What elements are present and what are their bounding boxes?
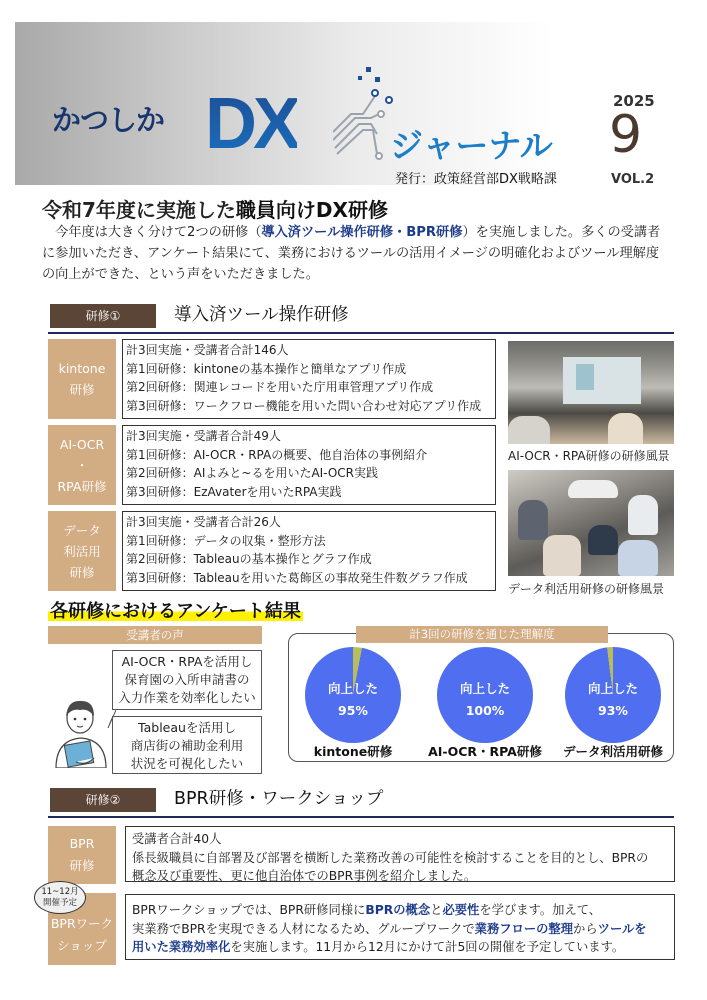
detail-line: 計3回実施・受講者合計146人	[126, 343, 289, 357]
section-tag: 研修①	[50, 304, 156, 328]
text: 実業務でBPRを実現できる人材になるため、グループワークで	[132, 921, 475, 936]
detail-line: 第1回研修：AI-OCR・RPAの概要、他自治体の事例紹介	[126, 447, 428, 462]
schedule-badge	[34, 881, 86, 914]
highlight: 必要性	[442, 903, 480, 917]
person-shape	[518, 500, 548, 540]
pie-label: データ利活用研修	[562, 744, 663, 759]
bubble-line: 入力作業を効率化したい	[118, 690, 256, 705]
person-shape	[508, 416, 550, 444]
logo-journal: ジャーナル	[390, 126, 553, 165]
projector-screen	[563, 357, 641, 404]
bubble-line: 商店街の補助金利用	[130, 738, 244, 753]
pie-center-value: 95%	[338, 703, 368, 718]
badge-line: 開催予定	[42, 898, 77, 908]
desk-shape	[568, 480, 618, 498]
text: BPRワークショップでは、BPR研修同様に	[132, 903, 366, 917]
photo-aiocr-training	[508, 341, 674, 444]
highlight: 用いた業務効率化	[132, 940, 231, 954]
bpr-label	[48, 826, 116, 884]
title-part2: 職員向けDX研修	[235, 198, 388, 222]
text: から	[573, 921, 598, 936]
label-line: kintone	[58, 361, 106, 376]
bubble-line: AI-OCR・RPAを活用し	[121, 654, 253, 669]
workshop-detail	[125, 894, 675, 960]
speech-bubble	[112, 650, 262, 710]
training-detail-aiocr	[122, 425, 496, 505]
issue-number: 9	[609, 105, 643, 165]
detail-line: 第2回研修：Tableauの基本操作とグラフ作成	[126, 552, 372, 566]
title-part1: 令和7年度に実施した	[42, 198, 236, 222]
pie-center-text	[565, 678, 661, 722]
intro-text: ）を実施しました。多くの受講者に参加いただき、アンケート結果にて、業務におけるツールの活用イメージの明確化およびツール理解度の向上ができた、という声をいただきました。	[42, 225, 661, 282]
photo-caption: データ利活用研修の研修風景	[508, 582, 665, 596]
detail-line: 第3回研修：Tableauを用いた葛飾区の事故発生件数グラフ作成	[126, 570, 468, 585]
badge-line: 11~12月	[41, 887, 79, 897]
label-line: RPA研修	[57, 478, 107, 494]
detail-line: 第3回研修：EzAvaterを用いたRPA実践	[126, 484, 342, 499]
text: を学びます。加えて、	[479, 903, 602, 917]
section1-header	[48, 296, 674, 334]
intro-text: 今年度は大きく分けて2つの研修（	[42, 225, 262, 240]
training-label-data	[48, 511, 116, 591]
detail-line: 第1回研修：データの収集・整形方法	[126, 533, 326, 548]
detail-line: 第3回研修：ワークフロー機能を用いた問い合わせ対応アプリ作成	[126, 398, 482, 413]
label-line: 利活用	[63, 543, 101, 559]
section-tag: 研修②	[50, 788, 156, 812]
highlight: ツールを	[597, 921, 647, 936]
highlight: 業務フローの整理	[474, 921, 574, 936]
detail-line: 受講者合計40人	[132, 832, 222, 846]
pie-center-label: 向上した	[327, 681, 378, 696]
issue-year: 2025	[613, 92, 655, 110]
text: を実施します。11月から12月にかけて計5回の開催を予定しています。	[230, 940, 625, 954]
pie-center-label: 向上した	[459, 681, 510, 696]
detail-line: 第1回研修：kintoneの基本操作と簡単なアプリ作成	[126, 361, 407, 376]
pie-label: AI-OCR・RPA研修	[428, 744, 542, 759]
label-line: BPRワーク	[50, 916, 114, 931]
label-line: AI-OCR	[59, 436, 105, 452]
person-shape	[608, 413, 643, 444]
person-shape	[618, 540, 658, 576]
detail-line: 計3回実施・受講者合計49人	[126, 429, 281, 443]
intro-highlight: 導入済ツール操作研修・BPR研修	[261, 225, 463, 240]
section-title: 導入済ツール操作研修	[174, 305, 349, 325]
label-line: 研修	[69, 382, 95, 397]
label-line: データ	[63, 522, 101, 538]
training-detail-data	[122, 511, 496, 591]
logo-kana: かつしか	[52, 103, 165, 137]
page-title	[42, 194, 388, 223]
detail-line: 第2回研修：関連レコードを用いた庁用車管理アプリ作成	[126, 380, 434, 394]
text: と	[430, 903, 443, 917]
issue-volume: VOL.2	[611, 172, 655, 187]
detail-line	[132, 938, 668, 957]
person-shape	[543, 535, 581, 576]
survey-title: 各研修におけるアンケート結果	[48, 597, 303, 623]
logo-dx: DX	[205, 84, 298, 164]
person-shape	[628, 495, 658, 535]
pie-center-label: 向上した	[587, 681, 638, 696]
training-label-aiocr	[48, 425, 116, 505]
label-line: BPR	[69, 836, 95, 851]
intro-paragraph	[42, 222, 672, 285]
photo-caption: AI-OCR・RPA研修の研修風景	[508, 449, 670, 463]
bpr-detail	[125, 826, 675, 882]
header-banner	[15, 22, 655, 187]
section-title: BPR研修・ワークショップ	[174, 789, 384, 809]
label-line: ・	[75, 457, 89, 473]
bubble-line: Tableauを活用し	[138, 720, 236, 735]
laptop-shape	[588, 525, 618, 555]
bubble-line: 保育園の入所申請書の	[124, 672, 250, 687]
bubble-line: 状況を可視化したい	[130, 756, 244, 771]
speech-bubble	[112, 716, 262, 774]
person-illustration-icon	[46, 688, 116, 768]
training-detail-kintone	[122, 339, 496, 419]
detail-line: 第2回研修：AIよみと~るを用いたAI-OCR実践	[126, 466, 379, 480]
highlight: BPRの概念	[365, 903, 431, 917]
voice-header: 受講者の声	[48, 626, 262, 644]
pie-center-value: 93%	[598, 703, 628, 718]
detail-line: 係長級職員に自部署及び部署を横断した業務改善の可能性を検討することを目的とし、BPRの	[132, 850, 649, 865]
pie-center-text	[437, 678, 533, 722]
pie-center-text	[305, 678, 401, 722]
section2-header	[48, 780, 674, 818]
detail-line: 計3回実施・受講者合計26人	[126, 515, 281, 529]
photo-data-training	[508, 470, 674, 576]
label-line: 研修	[69, 858, 95, 873]
detail-line	[132, 901, 668, 920]
pie-center-value: 100%	[465, 703, 505, 718]
training-label-kintone	[48, 339, 116, 419]
detail-line	[132, 920, 668, 939]
publisher: 発行：政策経営部DX戦略課	[395, 172, 557, 187]
detail-line: 概念及び重要性、更に他自治体でのBPR事例を紹介しました。	[132, 869, 477, 883]
chart-header: 計3回の研修を通じた理解度	[356, 626, 608, 643]
pie-label: kintone研修	[313, 744, 393, 759]
label-line: ショップ	[57, 938, 107, 953]
label-line: 研修	[69, 564, 95, 580]
